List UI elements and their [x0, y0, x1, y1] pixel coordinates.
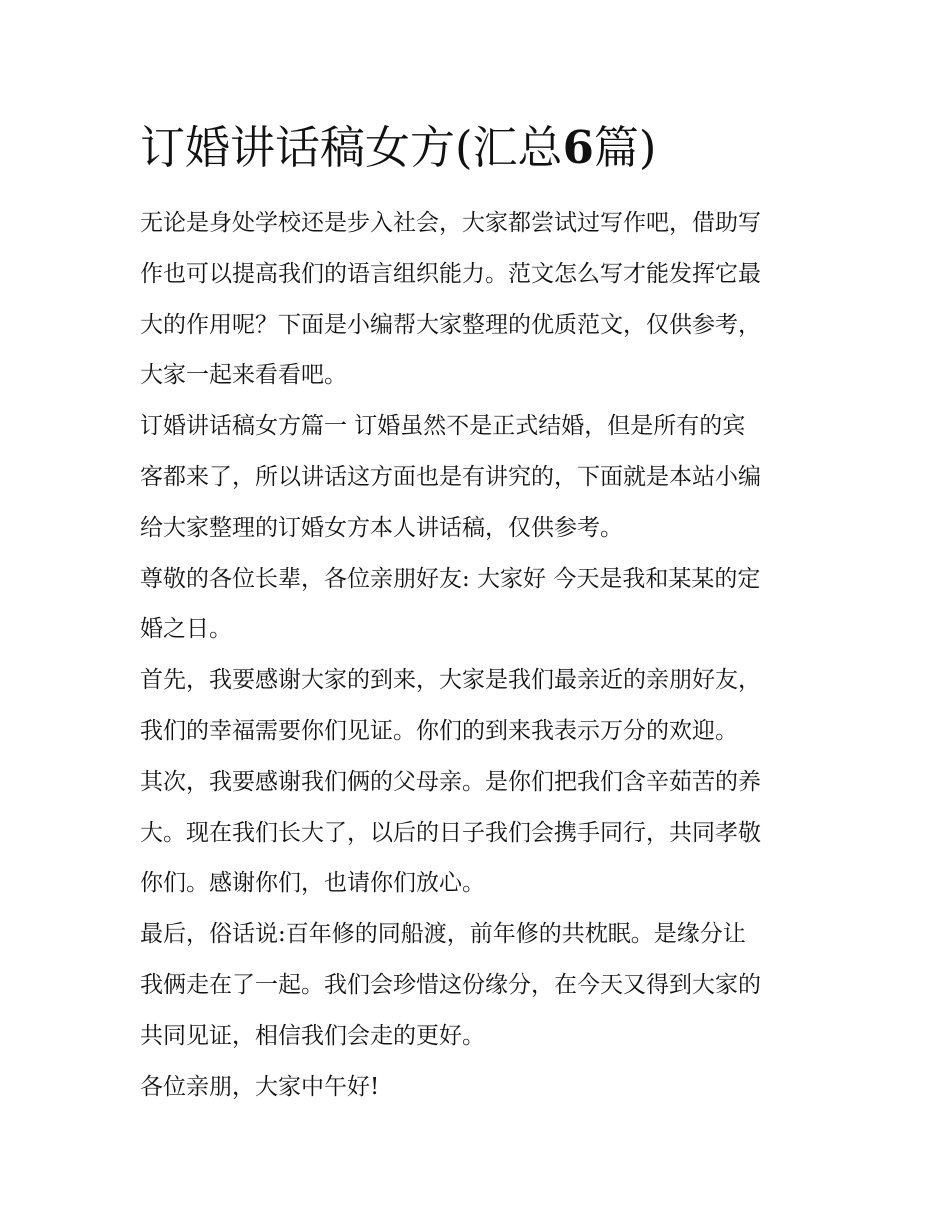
paragraph-last [140, 909, 820, 1061]
paragraph-intro [140, 198, 820, 401]
text-line: 无论是身处学校还是步入社会，大家都尝试过写作吧，借助写 [140, 210, 761, 236]
text-line: 最后，俗话说:百年修的同船渡，前年修的共枕眠。是缘分让 [140, 921, 746, 948]
text-line: 你们。感谢你们，也请你们放心。 [140, 870, 485, 897]
text-line: 各位亲朋，大家中午好! [140, 1073, 380, 1100]
text-line: 给大家整理的订婚女方本人讲话稿，仅供参考。 [140, 514, 623, 541]
text-line: 大家一起来看看吧。 [140, 362, 347, 389]
title-number: 6 [562, 121, 594, 174]
title-tail: 篇) [593, 121, 657, 174]
text-line: 我们的幸福需要你们见证。你们的到来我表示万分的欢迎。 [140, 717, 738, 744]
text-line: 我俩走在了一起。我们会珍惜这份缘分，在今天又得到大家的 [140, 971, 761, 998]
text-line: 作也可以提高我们的语言组织能力。范文怎么写才能发挥它最 [140, 260, 761, 287]
text-line: 大。现在我们长大了，以后的日子我们会携手同行，共同孝敬 [140, 819, 761, 846]
text-line: 客都来了，所以讲话这方面也是有讲究的，下面就是本站小编 [140, 463, 761, 490]
text-line: 共同见证，相信我们会走的更好。 [140, 1022, 485, 1049]
title-main: 订婚讲话稿女方(汇总 [140, 121, 563, 174]
text-line: 大的作用呢？下面是小编帮大家整理的优质范文，仅供参考， [140, 311, 761, 338]
document-title [140, 118, 820, 178]
text-line: 尊敬的各位长辈，各位亲朋好友: 大家好 今天是我和某某的定 [140, 565, 761, 592]
paragraph-second [140, 757, 820, 909]
text-line: 首先，我要感谢大家的到来，大家是我们最亲近的亲朋好友， [140, 667, 761, 694]
paragraph-section-one [140, 401, 820, 553]
paragraph-closing [140, 1062, 820, 1113]
paragraph-first [140, 655, 820, 757]
text-line: 其次，我要感谢我们俩的父母亲。是你们把我们含辛茹苦的养 [140, 768, 761, 795]
paragraph-greeting [140, 554, 820, 656]
text-line: 订婚讲话稿女方篇一 订婚虽然不是正式结婚，但是所有的宾 [140, 413, 746, 440]
text-line: 婚之日。 [140, 616, 232, 643]
document-body [140, 198, 820, 1112]
